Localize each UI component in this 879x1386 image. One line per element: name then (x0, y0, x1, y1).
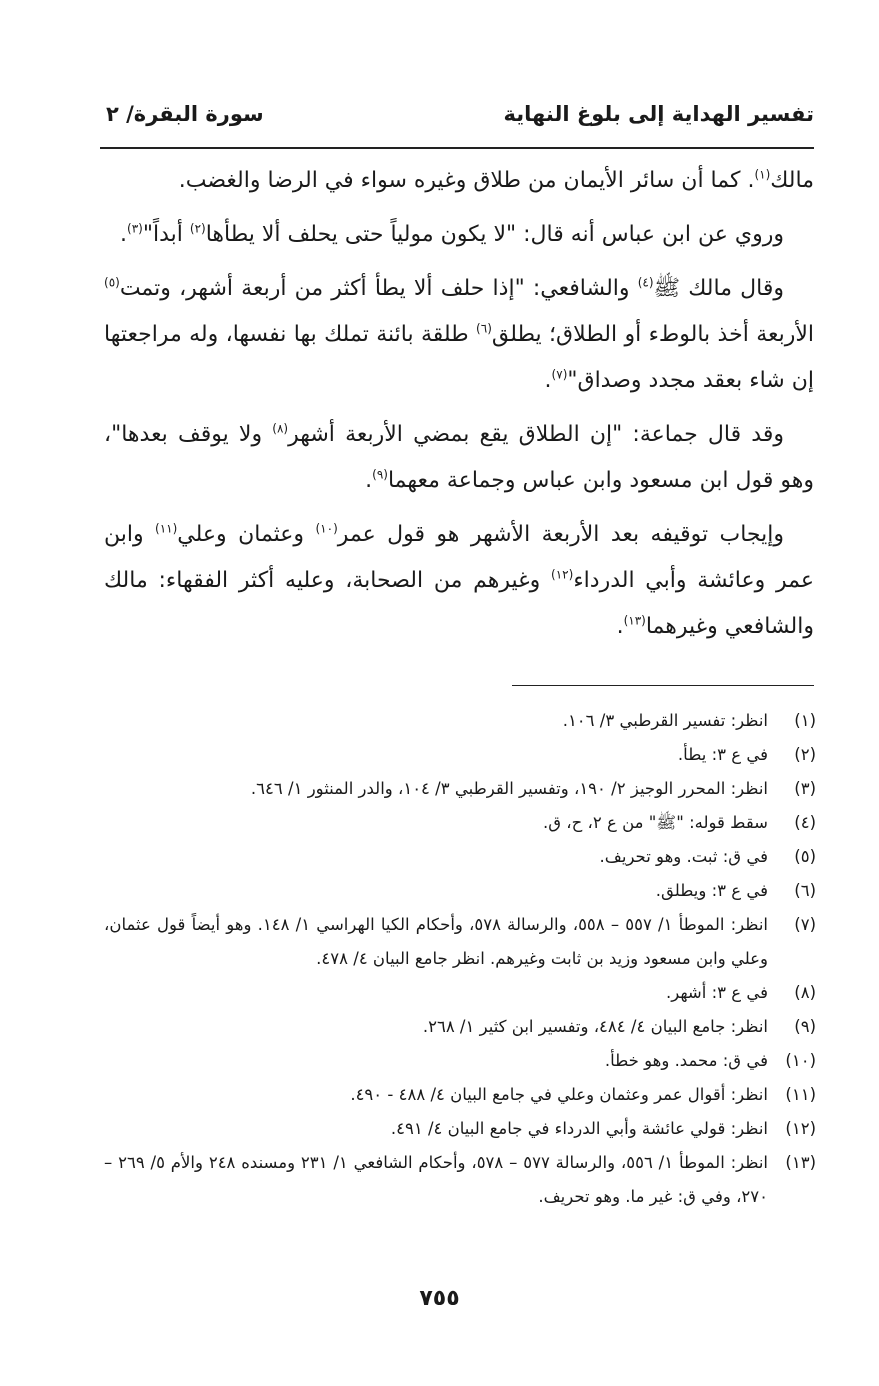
footnote-reference: (٧) (551, 367, 568, 382)
paragraph-text: الأربعة أخذ بالوطء أو الطلاق؛ يطلق (491, 322, 815, 347)
footnote-number: (٨) (794, 983, 816, 1002)
footnote (104, 976, 816, 1010)
paragraph (104, 158, 814, 204)
footnote-reference: (١٣) (623, 613, 646, 628)
footnote (104, 1112, 816, 1146)
paragraph-text: مالك (770, 168, 814, 193)
footnote-number: (٩) (794, 1017, 816, 1036)
main-text (104, 158, 814, 658)
header-divider (100, 147, 814, 149)
footnote-reference: (٣) (127, 221, 143, 236)
footnote-reference: (١٠) (315, 521, 338, 536)
footnote (104, 1078, 816, 1112)
footnote-text: انظر: المحرر الوجيز ٢/ ١٩٠، وتفسير القرطبي ٣/ ١٠٤، والدر المنثور ١/ ٦٤٦. (250, 779, 768, 798)
footnote-number: (٦) (794, 881, 816, 900)
footnote-number: (١٢) (785, 1119, 816, 1138)
footnote-text: في ع ٣: يطأ. (677, 745, 768, 764)
footnote-reference: (٩) (372, 467, 388, 482)
footnote-number: (٤) (794, 813, 816, 832)
paragraph (104, 212, 814, 258)
footnote-reference: (٨) (272, 421, 289, 436)
paragraph-text: وقال مالك ﷺ (653, 276, 784, 301)
footnote (104, 806, 816, 840)
paragraph-text: وقد قال جماعة: "إن الطلاق يقع بمضي الأربعة أشهر (288, 422, 784, 447)
footnote-text: في ق: ثبت. وهو تحريف. (599, 847, 768, 866)
footnote-number: (٣) (794, 779, 816, 798)
footnote-number: (٢) (794, 745, 816, 764)
footnote (104, 1146, 816, 1214)
paragraph-text: وعثمان وعلي (177, 522, 316, 547)
footnote (104, 1010, 816, 1044)
footnote-number: (١٣) (785, 1153, 816, 1172)
footnote-number: (١) (794, 711, 816, 730)
paragraph (104, 266, 814, 404)
paragraph (104, 512, 814, 650)
paragraph-text: . كما أن سائر الأيمان من طلاق وغيره سواء في الرضا والغضب. (178, 168, 755, 193)
footnote (104, 1044, 816, 1078)
page-number: ٧٥٥ (419, 1286, 460, 1311)
footnote-reference: (٢) (189, 221, 206, 236)
paragraph-text: وروي عن ابن عباس أنه قال: "لا يكون مولياً حتى يحلف ألا يطأها (205, 222, 784, 247)
footnote-reference: (١) (754, 167, 771, 182)
footnote-reference: (١٢) (551, 567, 574, 582)
footnote-text: انظر: الموطأ ١/ ٥٥٦، والرسالة ٥٧٧ – ٥٧٨، وأحكام الشافعي ١/ ٢٣١ ومسنده ٢٤٨ والأم ٥/ ٢٦٩ – ٢٧٠، وفي ق: غير ما. وهو تحريف. (104, 1153, 768, 1206)
paragraph-text: وغيرهم من الصحابة، وعليه أكثر الفقهاء: مالك والشافعي وغيرهما (104, 568, 814, 639)
footnote (104, 772, 816, 806)
footnote-text: سقط قوله: "ﷺ" من ع ٢، ح، ق. (543, 813, 768, 832)
footnote-reference: (٦) (476, 321, 492, 336)
paragraph-text: . (616, 614, 624, 639)
footnote-text: انظر: الموطأ ١/ ٥٥٧ – ٥٥٨، والرسالة ٥٧٨، وأحكام الكيا الهراسي ١/ ١٤٨. وهو أيضاً قول عثمان، وعلي وابن مسعود وزيد بن ثابت وغيرهم. انظر جامع البيان ٤/ ٤٧٨. (104, 915, 768, 968)
paragraph-text: وابن عمر وعائشة وأبي الدرداء (104, 522, 815, 593)
paragraph-text: . (365, 468, 373, 493)
footnote-text: في ع ٣: أشهر. (665, 983, 768, 1002)
footnote-reference: (٤) (637, 275, 654, 290)
footnote (104, 704, 816, 738)
footnote-text: انظر: أقوال عمر وعثمان وعلي في جامع البيان ٤/ ٤٨٨ - ٤٩٠. (350, 1085, 768, 1104)
book-title: تفسير الهداية إلى بلوغ النهاية (503, 102, 814, 126)
footnote (104, 738, 816, 772)
footnote-number: (١١) (785, 1085, 816, 1104)
paragraph-text: وإيجاب توقيفه بعد الأربعة الأشهر هو قول عمر (337, 522, 784, 547)
paragraph-text: . (544, 368, 552, 393)
paragraph-text: طلقة بائنة تملك بها نفسها، وله مراجعتها إن شاء بعقد مجدد وصداق" (104, 322, 814, 393)
footnotes-section (104, 704, 816, 1214)
footnote-reference: (١١) (155, 521, 178, 536)
paragraph (104, 412, 814, 504)
paragraph-text: والشافعي: "إذا حلف ألا يطأ أكثر من أربعة أشهر، وتمت (119, 276, 638, 301)
footnote-text: انظر: قولي عائشة وأبي الدرداء في جامع البيان ٤/ ٤٩١. (390, 1119, 768, 1138)
surah-reference: سورة البقرة/ ٢ (106, 102, 264, 126)
footnote-text: انظر: جامع البيان ٤/ ٤٨٤، وتفسير ابن كثير ١/ ٢٦٨. (422, 1017, 768, 1036)
footnote-text: انظر: تفسير القرطبي ٣/ ١٠٦. (562, 711, 768, 730)
footnote-number: (٥) (794, 847, 816, 866)
footnote-separator (512, 685, 814, 686)
footnote (104, 874, 816, 908)
footnote-number: (١٠) (785, 1051, 816, 1070)
footnote-text: في ق: محمد. وهو خطأ. (604, 1051, 768, 1070)
footnote-reference: (٥) (104, 275, 120, 290)
footnote-text: في ع ٣: ويطلق. (655, 881, 768, 900)
footnote (104, 908, 816, 976)
paragraph-text: . (120, 222, 128, 247)
running-header (100, 98, 814, 138)
footnote (104, 840, 816, 874)
paragraph-text: أبداً" (142, 222, 190, 247)
paragraph-text: ولا يوقف بعدها"، وهو قول ابن مسعود وابن عباس وجماعة معهما (104, 422, 814, 493)
footnote-number: (٧) (794, 915, 816, 934)
